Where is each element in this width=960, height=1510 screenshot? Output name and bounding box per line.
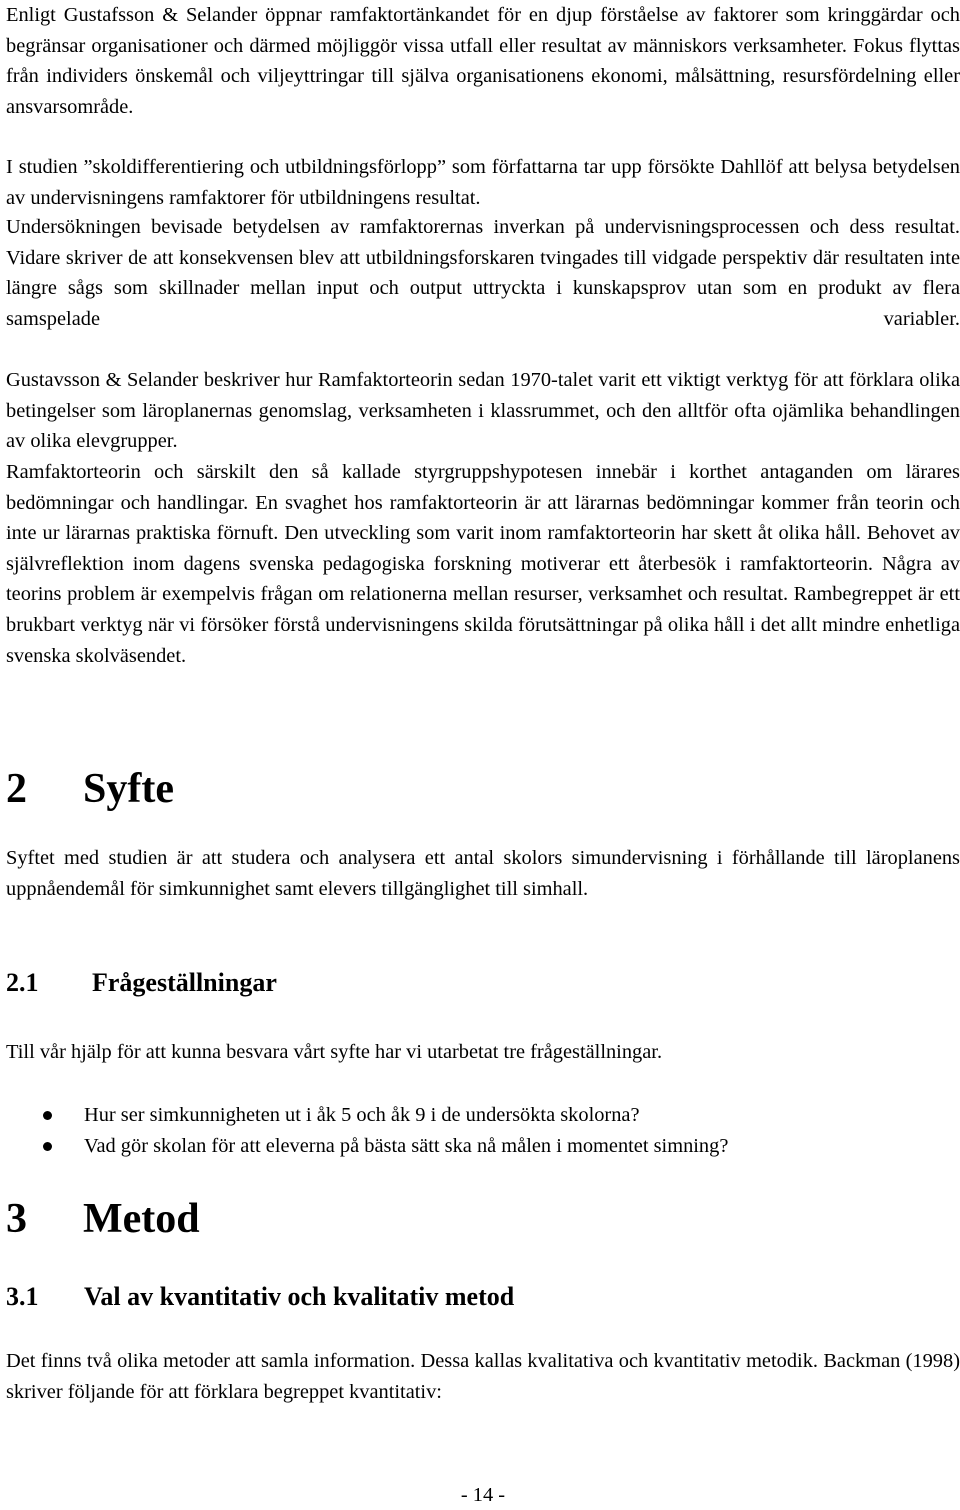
paragraph-dahllof-study: I studien ”skoldifferentiering och utbildningsförlopp” som författarna tar upp försökte Dahllöf att belysa betydelsen av undervisningens ramfaktorer för utbildningens resultat. bbox=[6, 156, 960, 209]
list-item-text: Hur ser simkunnigheten ut i åk 5 och åk 9 i de undersökta skolorna? bbox=[84, 1104, 640, 1126]
heading-number: 3 bbox=[6, 1196, 27, 1242]
question-list bbox=[6, 1100, 728, 1162]
heading-title: Frågeställningar bbox=[92, 968, 277, 997]
heading-number: 3.1 bbox=[6, 1282, 39, 1311]
list-item bbox=[6, 1131, 728, 1162]
bullet-icon bbox=[43, 1142, 52, 1151]
heading-title: Syfte bbox=[83, 766, 174, 812]
bullet-icon bbox=[43, 1111, 52, 1120]
heading-number: 2.1 bbox=[6, 968, 39, 997]
heading-title: Metod bbox=[83, 1196, 200, 1242]
heading-section-2-1 bbox=[6, 970, 277, 996]
heading-section-2 bbox=[6, 768, 174, 810]
heading-section-3 bbox=[6, 1198, 200, 1240]
paragraph-fragestallningar: Till vår hjälp för att kunna besvara vårt syfte har vi utarbetat tre frågeställningar. bbox=[6, 1041, 663, 1063]
page-number: - 14 - bbox=[460, 1484, 506, 1506]
paragraph-syfte: Syftet med studien är att studera och analysera ett antal skolors simundervisning i förhållande till läroplanens uppnåendemål för simkunnighet samt elevers tillgänglighet till simhall. bbox=[6, 847, 960, 900]
paragraph-metod: Det finns två olika metoder att samla information. Dessa kallas kvalitativa och kvantitativ metodik. Backman (1998) skriver följande för att förklara begreppet kvantitativ: bbox=[6, 1350, 960, 1403]
paragraph-gustavsson-selander: Gustavsson & Selander beskriver hur Ramfaktorteorin sedan 1970-talet varit ett viktigt verktyg för att förklara olika betingelser som läroplanernas genomslag, verksamheten i klassrummet, och den alltför ofta ojämlika behandlingen av olika elevgrupper. bbox=[6, 369, 960, 453]
paragraph-ramfaktor-intro: Enligt Gustafsson & Selander öppnar ramfaktortänkandet för en djup förståelse av faktorer som kringgärdar och begränsar organisationer och därmed möjliggör vissa utfall eller resultat av människors verksamheter. Fokus flyttas från individers önskemål och viljeyttringar till själva organisationens ekonomi, målsättning, resursfördelning eller ansvarsområde. bbox=[6, 4, 960, 118]
list-item bbox=[6, 1100, 728, 1131]
heading-section-3-1 bbox=[6, 1284, 514, 1310]
paragraph-ramfaktorteorin: Ramfaktorteorin och särskilt den så kallade styrgruppshypotesen innebär i korthet antaganden om lärares bedömningar och handlingar. En svaghet hos ramfaktorteorin är att lärarnas bedömningar kommer från teorin och inte ur lärarnas praktiska förnuft. Den utveckling som varit inom ramfaktorteorin har skett åt olika håll. Behovet av självreflektion inom dagens svenska pedagogiska forskning motiverar ett återbesök i ramfaktorteorin. Några av teorins problem är exempelvis frågan om relationerna mellan resurser, verksamhet och resultat. Rambegreppet är ett brukbart verktyg när vi försöker förstå undervisningens skilda förutsättningar på olika håll i det allt mindre enhetliga svenska skolväsendet. bbox=[6, 461, 960, 667]
list-item-text: Vad gör skolan för att eleverna på bästa sätt ska nå målen i momentet simning? bbox=[84, 1135, 729, 1157]
heading-number: 2 bbox=[6, 766, 27, 812]
paragraph-undersokningen: Undersökningen bevisade betydelsen av ramfaktorernas inverkan på undervisningsprocessen och dess resultat. Vidare skriver de att konsekvensen blev att utbildningsforskaren tvingades till vidgade perspektiv där resultaten inte längre sågs som skillnader mellan input och output uttryckta i kunskapsprov utan som en produkt av flera samspelade variabler. bbox=[6, 216, 960, 330]
heading-title: Val av kvantitativ och kvalitativ metod bbox=[84, 1282, 515, 1311]
